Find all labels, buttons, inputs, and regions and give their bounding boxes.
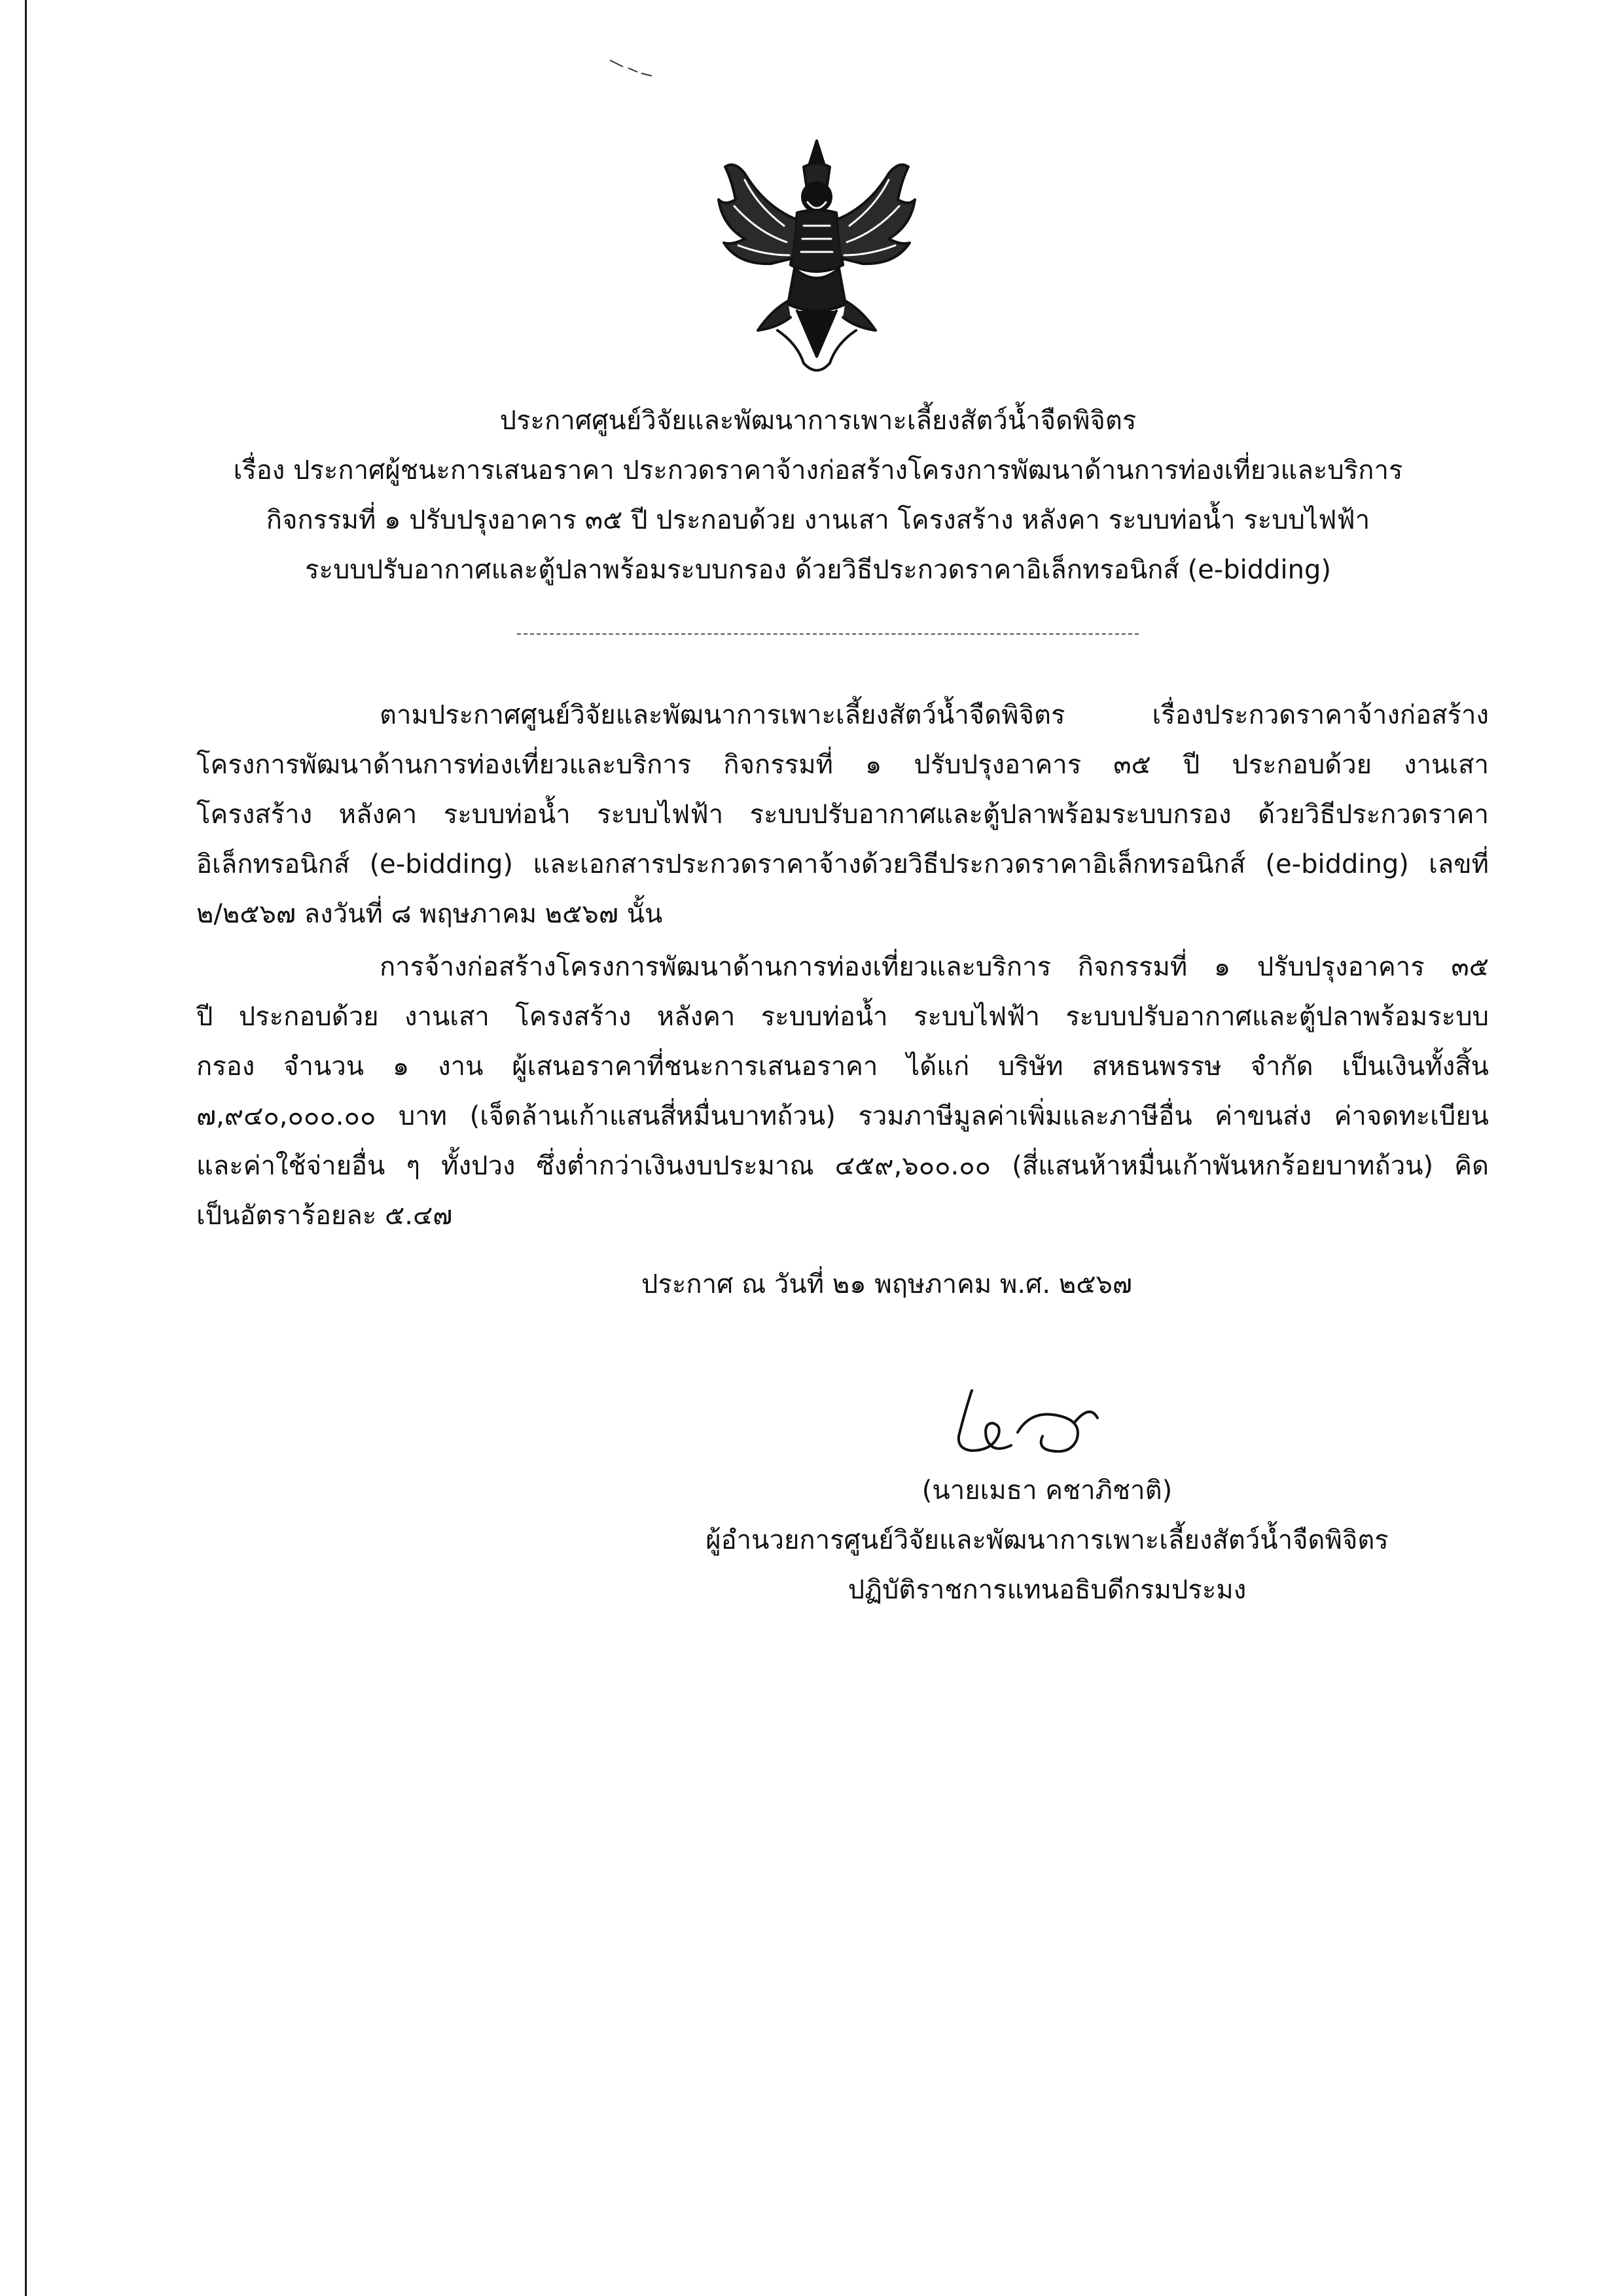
signatory-block <box>589 1466 1505 1615</box>
paragraph-line: การจ้างก่อสร้างโครงการพัฒนาด้านการท่องเที่ยวและบริการ กิจกรรมที่ ๑ ปรับปรุงอาคาร ๓๕ <box>380 952 1489 982</box>
paragraph-line: โครงสร้าง หลังคา ระบบท่อน้ำ ระบบไฟฟ้า ระบบปรับอากาศและตู้ปลาพร้อมระบบกรอง ด้วยวิธีประกวดราคา <box>196 800 1489 830</box>
paragraph-line: ตามประกาศศูนย์วิจัยและพัฒนาการเพาะเลี้ยงสัตว์น้ำจืดพิจิตร เรื่องประกวดราคาจ้างก่อสร้าง <box>380 700 1489 730</box>
paragraph-line: ๒/๒๕๖๗ ลงวันที่ ๘ พฤษภาคม ๒๕๖๗ นั้น <box>196 899 663 929</box>
paragraph-line: กรอง จำนวน ๑ งาน ผู้เสนอราคาที่ชนะการเสนอราคา ได้แก่ บริษัท สหธนพรรษ จำกัด เป็นเงินทั้งสิ้น <box>196 1051 1489 1082</box>
subject-line-1: เรื่อง ประกาศผู้ชนะการเสนอราคา ประกวดราคาจ้างก่อสร้างโครงการพัฒนาด้านการท่องเที่ยวและบริการ <box>233 455 1403 486</box>
signatory-acting-role: ปฏิบัติราชการแทนอธิบดีกรมประมง <box>847 1575 1247 1605</box>
garuda-emblem-icon <box>705 134 928 383</box>
left-margin-line <box>25 0 27 2296</box>
stray-pen-mark <box>609 58 654 77</box>
dashed-separator <box>517 633 1139 635</box>
subject-line-2: กิจกรรมที่ ๑ ปรับปรุงอาคาร ๓๕ ปี ประกอบด้วย งานเสา โครงสร้าง หลังคา ระบบท่อน้ำ ระบบไฟฟ้า <box>266 505 1370 535</box>
paragraph-line: เป็นอัตราร้อยละ ๕.๔๗ <box>196 1201 453 1231</box>
signatory-position: ผู้อำนวยการศูนย์วิจัยและพัฒนาการเพาะเลี้ยงสัตว์น้ำจืดพิจิตร <box>705 1525 1389 1555</box>
paragraph-line: โครงการพัฒนาด้านการท่องเที่ยวและบริการ กิจกรรมที่ ๑ ปรับปรุงอาคาร ๓๕ ปี ประกอบด้วย งานเสา <box>196 750 1489 780</box>
announcement-title-block <box>170 396 1466 595</box>
announcement-title: ประกาศศูนย์วิจัยและพัฒนาการเพาะเลี้ยงสัตว์น้ำจืดพิจิตร <box>499 406 1137 436</box>
paragraph-reference <box>196 690 1489 939</box>
paragraph-line: อิเล็กทรอนิกส์ (e-bidding) และเอกสารประกวดราคาจ้างด้วยวิธีประกวดราคาอิเล็กทรอนิกส์ (e-bidding) เลขที่ <box>196 849 1489 879</box>
announcement-date: ประกาศ ณ วันที่ ๒๑ พฤษภาคม พ.ศ. ๒๕๖๗ <box>641 1269 1132 1299</box>
paragraph-line: ปี ประกอบด้วย งานเสา โครงสร้าง หลังคา ระบบท่อน้ำ ระบบไฟฟ้า ระบบปรับอากาศและตู้ปลาพร้อมระบบ <box>196 1002 1489 1032</box>
subject-line-3: ระบบปรับอากาศและตู้ปลาพร้อมระบบกรอง ด้วยวิธีประกวดราคาอิเล็กทรอนิกส์ (e-bidding) <box>305 555 1331 585</box>
paragraph-line: ๗,๙๔๐,๐๐๐.๐๐ บาท (เจ็ดล้านเก้าแสนสี่หมื่นบาทถ้วน) รวมภาษีมูลค่าเพิ่มและภาษีอื่น ค่าขนส่ง ค่าจดทะเบียน <box>196 1101 1489 1131</box>
signatory-name: (นายเมธา คชาภิชาติ) <box>921 1475 1173 1506</box>
handwritten-signature <box>946 1377 1109 1469</box>
paragraph-line: และค่าใช้จ่ายอื่น ๆ ทั้งปวง ซึ่งต่ำกว่าเงินงบประมาณ ๔๕๙,๖๐๐.๐๐ (สี่แสนห้าหมื่นเก้าพันหกร้อยบาทถ้วน) คิด <box>196 1151 1489 1181</box>
paragraph-award <box>196 942 1489 1241</box>
